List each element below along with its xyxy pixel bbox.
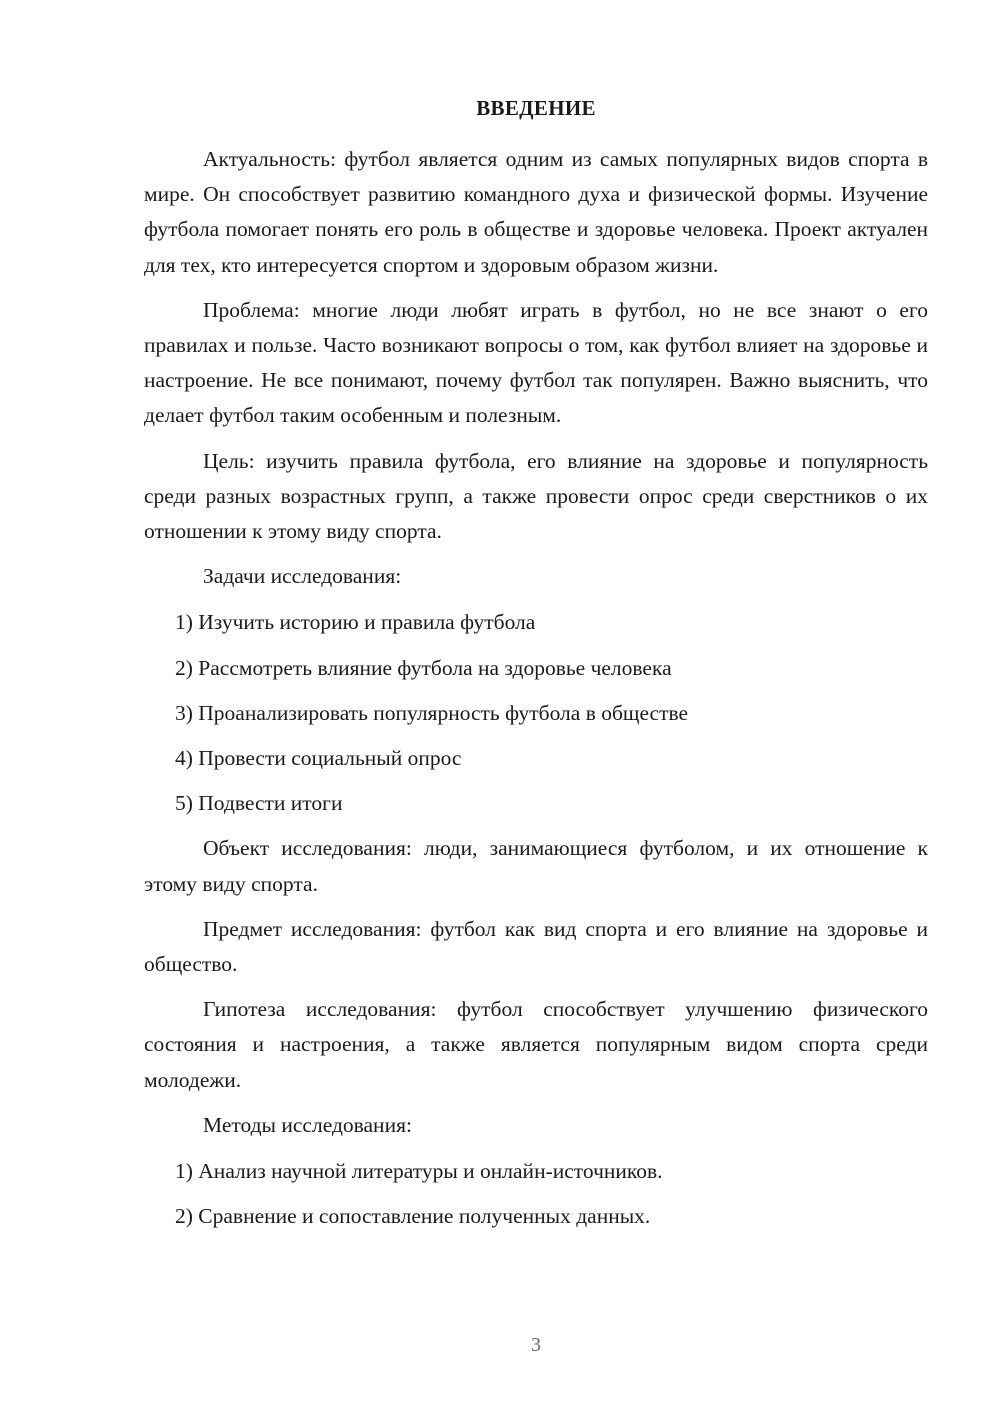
subject-paragraph: Предмет исследования: футбол как вид спорта и его влияние на здоровье и общество. bbox=[144, 916, 928, 977]
methods-heading: Методы исследования: bbox=[203, 1112, 412, 1137]
problem-paragraph: Проблема: многие люди любят играть в футбол, но не все знают о его правилах и пользе. Часто возникают вопросы о том, как футбол влияет на здоровье и настроение. Не все понимают, почему футбол так популярен. Важно выяснить, что делает футбол таким особенным и полезным. bbox=[144, 297, 928, 428]
task-item: 1) Изучить историю и правила футбола bbox=[175, 610, 536, 635]
method-item: 2) Сравнение и сопоставление полученных данных. bbox=[175, 1204, 651, 1229]
object-paragraph: Объект исследования: люди, занимающиеся футболом, и их отношение к этому виду спорта. bbox=[144, 836, 928, 896]
relevance-paragraph: Актуальность: футбол является одним из самых популярных видов спорта в мире. Он способствует развитию командного духа и физической формы. Изучение футбола помогает понять его роль в обществе и здоровье человека. Проект актуален для тех, кто интересуется спортом и здоровым образом жизни. bbox=[144, 147, 928, 277]
page-body bbox=[144, 142, 928, 1244]
task-item: 4) Провести социальный опрос bbox=[175, 746, 462, 771]
page-title: ВВЕДЕНИЕ bbox=[476, 96, 596, 120]
task-item: 5) Подвести итоги bbox=[175, 791, 343, 816]
task-item: 3) Проанализировать популярность футбола в обществе bbox=[175, 700, 689, 725]
goal-paragraph: Цель: изучить правила футбола, его влияние на здоровье и популярность среди разных возрастных групп, а также провести опрос среди сверстников о их отношении к этому виду спорта. bbox=[144, 448, 928, 544]
method-item: 1) Анализ научной литературы и онлайн-источников. bbox=[175, 1159, 663, 1184]
page-number: 3 bbox=[531, 1334, 541, 1356]
hypothesis-paragraph: Гипотеза исследования: футбол способствует улучшению физического состояния и настроения, а также является популярным видом спорта среди молодежи. bbox=[144, 997, 928, 1092]
tasks-heading: Задачи исследования: bbox=[203, 564, 402, 589]
task-item: 2) Рассмотреть влияние футбола на здоровье человека bbox=[175, 655, 672, 680]
